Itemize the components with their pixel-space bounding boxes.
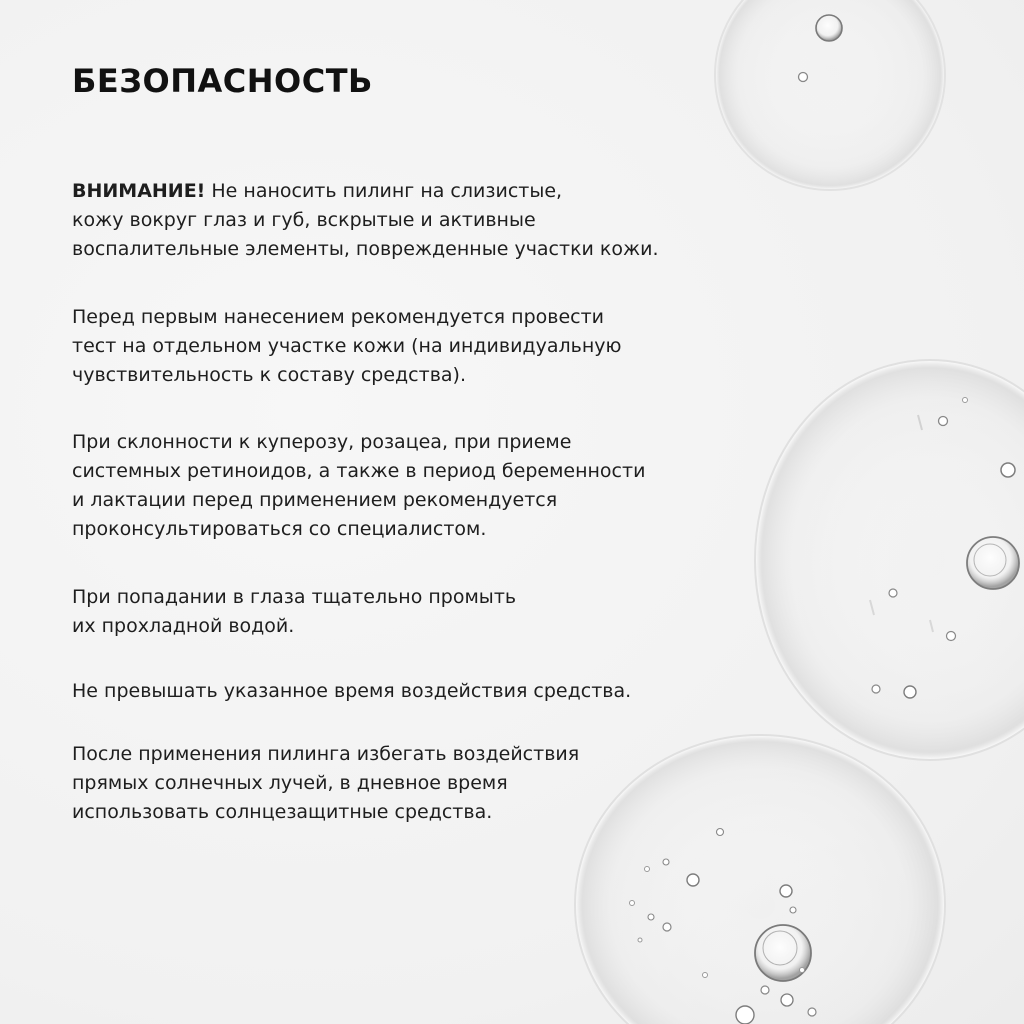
paragraph-line: и лактации перед применением рекомендуется	[72, 489, 558, 511]
warning-line: воспалительные элементы, поврежденные участки кожи.	[72, 238, 659, 260]
patch-test-paragraph	[72, 303, 621, 390]
paragraph-line: проконсультироваться со специалистом.	[72, 518, 487, 540]
warning-label: ВНИМАНИЕ!	[72, 180, 206, 202]
warning-line: кожу вокруг глаз и губ, вскрытые и активные	[72, 209, 536, 231]
page-title: БЕЗОПАСНОСТЬ	[72, 62, 373, 100]
gel-drop-bottom	[575, 735, 945, 1024]
warning-first-line-text: Не наносить пилинг на слизистые,	[205, 180, 563, 202]
sun-protection-paragraph	[72, 740, 579, 827]
paragraph-line: прямых солнечных лучей, в дневное время	[72, 772, 508, 794]
gel-drop-top	[715, 0, 945, 190]
paragraph-line: После применения пилинга избегать воздействия	[72, 743, 580, 765]
gel-drop-right	[755, 360, 1024, 760]
specialist-consultation-paragraph	[72, 428, 645, 544]
paragraph-line: чувствительность к составу средства).	[72, 364, 466, 386]
paragraph-line: При попадании в глаза тщательно промыть	[72, 586, 517, 608]
eye-contact-paragraph	[72, 583, 516, 641]
paragraph-line: Не превышать указанное время воздействия средства.	[72, 680, 632, 702]
paragraph-line: их прохладной водой.	[72, 615, 295, 637]
warning-paragraph	[72, 177, 659, 264]
warning-first-line	[72, 177, 659, 206]
exposure-time-paragraph	[72, 677, 631, 706]
paragraph-line: При склонности к куперозу, розацеа, при приеме	[72, 431, 572, 453]
paragraph-line: системных ретиноидов, а также в период беременности	[72, 460, 646, 482]
paragraph-line: тест на отдельном участке кожи (на индивидуальную	[72, 335, 622, 357]
paragraph-line: использовать солнцезащитные средства.	[72, 801, 493, 823]
paragraph-line: Перед первым нанесением рекомендуется провести	[72, 306, 604, 328]
